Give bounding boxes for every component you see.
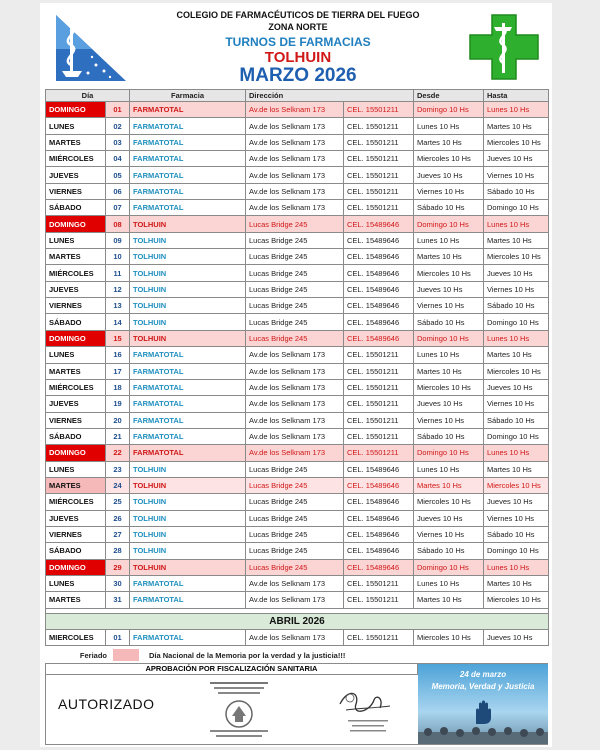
row-address: Av.de los Selknam 173 bbox=[246, 592, 344, 608]
row-phone: CEL. 15501211 bbox=[344, 102, 414, 118]
row-address: Lucas Bridge 245 bbox=[246, 526, 344, 542]
table-header-row bbox=[46, 90, 549, 102]
row-day: MARTES bbox=[46, 477, 106, 493]
table-row bbox=[46, 477, 549, 493]
row-from: Domingo 10 Hs bbox=[414, 445, 484, 461]
row-date: 20 bbox=[106, 412, 130, 428]
row-pharmacy: TOLHUIN bbox=[130, 559, 246, 575]
row-day: MIÉRCOLES bbox=[46, 379, 106, 395]
row-to: Jueves 10 Hs bbox=[484, 151, 549, 167]
row-to: Martes 10 Hs bbox=[484, 461, 549, 477]
table-row bbox=[46, 379, 549, 395]
official-stamp-icon bbox=[204, 678, 274, 742]
row-to: Viernes 10 Hs bbox=[484, 167, 549, 183]
row-phone: CEL. 15501211 bbox=[344, 363, 414, 379]
table-row bbox=[46, 102, 549, 118]
row-from: Miercoles 10 Hs bbox=[414, 151, 484, 167]
row-from: Viernes 10 Hs bbox=[414, 412, 484, 428]
schedule-sheet bbox=[40, 3, 552, 747]
row-from: Martes 10 Hs bbox=[414, 363, 484, 379]
row-from: Domingo 10 Hs bbox=[414, 559, 484, 575]
row-date: 25 bbox=[106, 494, 130, 510]
row-pharmacy: TOLHUIN bbox=[130, 510, 246, 526]
row-pharmacy: TOLHUIN bbox=[130, 298, 246, 314]
row-pharmacy: FARMATOTAL bbox=[130, 629, 246, 645]
row-to: Miercoles 10 Hs bbox=[484, 592, 549, 608]
college-name: COLEGIO DE FARMACÉUTICOS DE TIERRA DEL FUEGO bbox=[176, 10, 420, 20]
pharmacy-cross-icon bbox=[466, 11, 542, 83]
row-pharmacy: FARMATOTAL bbox=[130, 102, 246, 118]
row-phone: CEL. 15489646 bbox=[344, 281, 414, 297]
row-date: 03 bbox=[106, 134, 130, 150]
row-to: Jueves 10 Hs bbox=[484, 494, 549, 510]
row-pharmacy: TOLHUIN bbox=[130, 265, 246, 281]
row-address: Av.de los Selknam 173 bbox=[246, 118, 344, 134]
row-from: Lunes 10 Hs bbox=[414, 232, 484, 248]
row-day: VIERNES bbox=[46, 183, 106, 199]
table-row bbox=[46, 396, 549, 412]
row-to: Sábado 10 Hs bbox=[484, 412, 549, 428]
row-day: MARTES bbox=[46, 363, 106, 379]
row-address: Av.de los Selknam 173 bbox=[246, 151, 344, 167]
row-to: Domingo 10 Hs bbox=[484, 543, 549, 559]
row-to: Domingo 10 Hs bbox=[484, 200, 549, 216]
row-day: LUNES bbox=[46, 347, 106, 363]
row-phone: CEL. 15501211 bbox=[344, 592, 414, 608]
table-row bbox=[46, 151, 549, 167]
row-day: SÁBADO bbox=[46, 428, 106, 444]
row-date: 14 bbox=[106, 314, 130, 330]
table-row bbox=[46, 265, 549, 281]
row-address: Lucas Bridge 245 bbox=[246, 216, 344, 232]
april-section bbox=[46, 608, 549, 645]
row-phone: CEL. 15489646 bbox=[344, 314, 414, 330]
row-to: Lunes 10 Hs bbox=[484, 216, 549, 232]
row-phone: CEL. 15501211 bbox=[344, 118, 414, 134]
row-address: Av.de los Selknam 173 bbox=[246, 396, 344, 412]
row-phone: CEL. 15489646 bbox=[344, 232, 414, 248]
holiday-legend-text: Día Nacional de la Memoria por la verdad y la justicia!!! bbox=[149, 650, 346, 660]
row-pharmacy: TOLHUIN bbox=[130, 526, 246, 542]
header-titles bbox=[140, 9, 456, 86]
row-day: LUNES bbox=[46, 118, 106, 134]
row-address: Av.de los Selknam 173 bbox=[246, 102, 344, 118]
row-day: VIERNES bbox=[46, 526, 106, 542]
row-address: Lucas Bridge 245 bbox=[246, 494, 344, 510]
row-phone: CEL. 15501211 bbox=[344, 167, 414, 183]
row-from: Sábado 10 Hs bbox=[414, 543, 484, 559]
row-address: Av.de los Selknam 173 bbox=[246, 445, 344, 461]
table-row bbox=[46, 249, 549, 265]
row-day: SÁBADO bbox=[46, 543, 106, 559]
row-address: Av.de los Selknam 173 bbox=[246, 412, 344, 428]
row-day: JUEVES bbox=[46, 281, 106, 297]
holiday-legend bbox=[45, 647, 548, 663]
row-pharmacy: FARMATOTAL bbox=[130, 118, 246, 134]
row-to: Jueves 10 Hs bbox=[484, 265, 549, 281]
row-pharmacy: FARMATOTAL bbox=[130, 151, 246, 167]
row-address: Lucas Bridge 245 bbox=[246, 330, 344, 346]
hand-icon bbox=[470, 698, 498, 726]
table-row bbox=[46, 428, 549, 444]
col-to: Hasta bbox=[484, 90, 549, 102]
row-phone: CEL. 15489646 bbox=[344, 461, 414, 477]
row-phone: CEL. 15489646 bbox=[344, 494, 414, 510]
row-date: 09 bbox=[106, 232, 130, 248]
zone-name: ZONA NORTE bbox=[268, 22, 328, 32]
row-day: LUNES bbox=[46, 461, 106, 477]
row-from: Viernes 10 Hs bbox=[414, 526, 484, 542]
row-day: VIERNES bbox=[46, 298, 106, 314]
row-phone: CEL. 15501211 bbox=[344, 575, 414, 591]
row-date: 13 bbox=[106, 298, 130, 314]
row-to: Jueves 10 Hs bbox=[484, 629, 549, 645]
row-from: Lunes 10 Hs bbox=[414, 118, 484, 134]
row-day: VIERNES bbox=[46, 412, 106, 428]
schedule-table bbox=[45, 89, 549, 646]
april-title: ABRIL 2026 bbox=[46, 613, 549, 629]
row-date: 27 bbox=[106, 526, 130, 542]
row-day: LUNES bbox=[46, 232, 106, 248]
row-day: DOMINGO bbox=[46, 559, 106, 575]
row-phone: CEL. 15501211 bbox=[344, 200, 414, 216]
row-day: DOMINGO bbox=[46, 330, 106, 346]
row-pharmacy: FARMATOTAL bbox=[130, 412, 246, 428]
table-row bbox=[46, 412, 549, 428]
row-from: Lunes 10 Hs bbox=[414, 461, 484, 477]
row-day: DOMINGO bbox=[46, 216, 106, 232]
row-pharmacy: TOLHUIN bbox=[130, 461, 246, 477]
row-from: Jueves 10 Hs bbox=[414, 396, 484, 412]
row-to: Miercoles 10 Hs bbox=[484, 134, 549, 150]
row-to: Domingo 10 Hs bbox=[484, 428, 549, 444]
row-date: 24 bbox=[106, 477, 130, 493]
row-pharmacy: FARMATOTAL bbox=[130, 134, 246, 150]
table-row bbox=[46, 510, 549, 526]
row-pharmacy: FARMATOTAL bbox=[130, 167, 246, 183]
row-to: Martes 10 Hs bbox=[484, 575, 549, 591]
col-day: Día bbox=[46, 90, 130, 102]
row-from: Domingo 10 Hs bbox=[414, 330, 484, 346]
table-row bbox=[46, 330, 549, 346]
row-address: Av.de los Selknam 173 bbox=[246, 428, 344, 444]
row-from: Sábado 10 Hs bbox=[414, 314, 484, 330]
row-to: Miercoles 10 Hs bbox=[484, 249, 549, 265]
row-date: 04 bbox=[106, 151, 130, 167]
row-date: 01 bbox=[106, 629, 130, 645]
row-address: Av.de los Selknam 173 bbox=[246, 167, 344, 183]
row-to: Martes 10 Hs bbox=[484, 232, 549, 248]
table-row bbox=[46, 216, 549, 232]
row-date: 26 bbox=[106, 510, 130, 526]
row-pharmacy: FARMATOTAL bbox=[130, 183, 246, 199]
row-pharmacy: FARMATOTAL bbox=[130, 575, 246, 591]
row-day: SÁBADO bbox=[46, 200, 106, 216]
row-day: MIÉRCOLES bbox=[46, 494, 106, 510]
row-address: Lucas Bridge 245 bbox=[246, 314, 344, 330]
row-pharmacy: FARMATOTAL bbox=[130, 200, 246, 216]
row-phone: CEL. 15501211 bbox=[344, 428, 414, 444]
row-address: Lucas Bridge 245 bbox=[246, 265, 344, 281]
row-date: 22 bbox=[106, 445, 130, 461]
row-from: Jueves 10 Hs bbox=[414, 510, 484, 526]
authorized-text: AUTORIZADO bbox=[58, 696, 155, 712]
month-title: MARZO 2026 bbox=[239, 65, 357, 86]
col-from: Desde bbox=[414, 90, 484, 102]
college-logo-icon bbox=[52, 11, 130, 83]
row-phone: CEL. 15501211 bbox=[344, 396, 414, 412]
row-address: Av.de los Selknam 173 bbox=[246, 134, 344, 150]
row-phone: CEL. 15489646 bbox=[344, 298, 414, 314]
row-from: Jueves 10 Hs bbox=[414, 167, 484, 183]
row-pharmacy: FARMATOTAL bbox=[130, 396, 246, 412]
row-from: Martes 10 Hs bbox=[414, 477, 484, 493]
row-from: Viernes 10 Hs bbox=[414, 183, 484, 199]
table-row bbox=[46, 526, 549, 542]
row-phone: CEL. 15489646 bbox=[344, 216, 414, 232]
row-address: Av.de los Selknam 173 bbox=[246, 183, 344, 199]
row-address: Lucas Bridge 245 bbox=[246, 281, 344, 297]
row-address: Lucas Bridge 245 bbox=[246, 510, 344, 526]
row-from: Martes 10 Hs bbox=[414, 249, 484, 265]
signature-icon bbox=[326, 682, 406, 740]
row-phone: CEL. 15489646 bbox=[344, 526, 414, 542]
row-date: 02 bbox=[106, 118, 130, 134]
holiday-legend-label: Feriado bbox=[79, 650, 107, 660]
row-to: Lunes 10 Hs bbox=[484, 330, 549, 346]
table-row bbox=[46, 183, 549, 199]
table-row bbox=[46, 232, 549, 248]
row-to: Viernes 10 Hs bbox=[484, 396, 549, 412]
row-from: Viernes 10 Hs bbox=[414, 298, 484, 314]
table-row bbox=[46, 461, 549, 477]
row-date: 28 bbox=[106, 543, 130, 559]
row-date: 19 bbox=[106, 396, 130, 412]
row-to: Jueves 10 Hs bbox=[484, 379, 549, 395]
row-to: Sábado 10 Hs bbox=[484, 183, 549, 199]
row-pharmacy: FARMATOTAL bbox=[130, 592, 246, 608]
row-address: Av.de los Selknam 173 bbox=[246, 379, 344, 395]
table-row bbox=[46, 494, 549, 510]
col-pharmacy: Farmacia bbox=[130, 90, 246, 102]
row-pharmacy: TOLHUIN bbox=[130, 330, 246, 346]
row-address: Lucas Bridge 245 bbox=[246, 298, 344, 314]
row-from: Domingo 10 Hs bbox=[414, 216, 484, 232]
row-address: Av.de los Selknam 173 bbox=[246, 347, 344, 363]
row-phone: CEL. 15501211 bbox=[344, 134, 414, 150]
row-phone: CEL. 15489646 bbox=[344, 330, 414, 346]
row-address: Lucas Bridge 245 bbox=[246, 461, 344, 477]
row-date: 15 bbox=[106, 330, 130, 346]
row-to: Viernes 10 Hs bbox=[484, 281, 549, 297]
row-address: Lucas Bridge 245 bbox=[246, 559, 344, 575]
memoria-banner bbox=[418, 664, 548, 744]
table-row bbox=[46, 118, 549, 134]
row-date: 11 bbox=[106, 265, 130, 281]
row-day: MARTES bbox=[46, 592, 106, 608]
table-row bbox=[46, 314, 549, 330]
row-pharmacy: TOLHUIN bbox=[130, 494, 246, 510]
row-date: 31 bbox=[106, 592, 130, 608]
row-to: Miercoles 10 Hs bbox=[484, 363, 549, 379]
row-day: MIÉRCOLES bbox=[46, 151, 106, 167]
row-to: Sábado 10 Hs bbox=[484, 526, 549, 542]
row-from: Miercoles 10 Hs bbox=[414, 265, 484, 281]
row-phone: CEL. 15501211 bbox=[344, 379, 414, 395]
row-date: 18 bbox=[106, 379, 130, 395]
row-address: Lucas Bridge 245 bbox=[246, 249, 344, 265]
row-to: Viernes 10 Hs bbox=[484, 510, 549, 526]
row-date: 17 bbox=[106, 363, 130, 379]
row-day: MIÉRCOLES bbox=[46, 265, 106, 281]
row-date: 07 bbox=[106, 200, 130, 216]
row-pharmacy: TOLHUIN bbox=[130, 232, 246, 248]
row-date: 21 bbox=[106, 428, 130, 444]
row-to: Lunes 10 Hs bbox=[484, 102, 549, 118]
row-address: Lucas Bridge 245 bbox=[246, 543, 344, 559]
row-phone: CEL. 15489646 bbox=[344, 249, 414, 265]
doc-subtitle: TURNOS DE FARMACIAS bbox=[225, 35, 371, 49]
april-header-row bbox=[46, 613, 549, 629]
row-phone: CEL. 15501211 bbox=[344, 183, 414, 199]
approval-box bbox=[45, 663, 548, 745]
row-pharmacy: TOLHUIN bbox=[130, 281, 246, 297]
table-row bbox=[46, 363, 549, 379]
row-address: Lucas Bridge 245 bbox=[246, 477, 344, 493]
col-address: Dirección bbox=[246, 90, 414, 102]
row-date: 01 bbox=[106, 102, 130, 118]
row-address: Av.de los Selknam 173 bbox=[246, 629, 344, 645]
row-phone: CEL. 15501211 bbox=[344, 347, 414, 363]
row-from: Sábado 10 Hs bbox=[414, 428, 484, 444]
table-row bbox=[46, 559, 549, 575]
row-day: DOMINGO bbox=[46, 102, 106, 118]
row-to: Martes 10 Hs bbox=[484, 118, 549, 134]
row-from: Domingo 10 Hs bbox=[414, 102, 484, 118]
memoria-date: 24 de marzo bbox=[459, 670, 507, 679]
table-row bbox=[46, 167, 549, 183]
row-date: 05 bbox=[106, 167, 130, 183]
row-phone: CEL. 15501211 bbox=[344, 412, 414, 428]
row-date: 30 bbox=[106, 575, 130, 591]
row-address: Av.de los Selknam 173 bbox=[246, 363, 344, 379]
row-pharmacy: FARMATOTAL bbox=[130, 379, 246, 395]
row-from: Lunes 10 Hs bbox=[414, 347, 484, 363]
row-day: JUEVES bbox=[46, 510, 106, 526]
row-phone: CEL. 15501211 bbox=[344, 151, 414, 167]
row-pharmacy: TOLHUIN bbox=[130, 216, 246, 232]
table-row bbox=[46, 281, 549, 297]
table-row bbox=[46, 543, 549, 559]
town-name: TOLHUIN bbox=[264, 49, 332, 66]
row-from: Miercoles 10 Hs bbox=[414, 379, 484, 395]
row-phone: CEL. 15501211 bbox=[344, 445, 414, 461]
row-from: Jueves 10 Hs bbox=[414, 281, 484, 297]
row-to: Sábado 10 Hs bbox=[484, 298, 549, 314]
row-pharmacy: FARMATOTAL bbox=[130, 428, 246, 444]
row-to: Lunes 10 Hs bbox=[484, 445, 549, 461]
header bbox=[40, 3, 552, 89]
row-phone: CEL. 15501211 bbox=[344, 629, 414, 645]
row-pharmacy: FARMATOTAL bbox=[130, 445, 246, 461]
table-row bbox=[46, 629, 549, 645]
table-row bbox=[46, 200, 549, 216]
row-from: Martes 10 Hs bbox=[414, 592, 484, 608]
row-date: 16 bbox=[106, 347, 130, 363]
crowd-icon bbox=[418, 724, 548, 744]
row-from: Miercoles 10 Hs bbox=[414, 629, 484, 645]
row-address: Av.de los Selknam 173 bbox=[246, 575, 344, 591]
table-row bbox=[46, 298, 549, 314]
row-day: MIERCOLES bbox=[46, 629, 106, 645]
table-row bbox=[46, 592, 549, 608]
memoria-title: Memoria, Verdad y Justicia bbox=[431, 682, 535, 691]
table-row bbox=[46, 347, 549, 363]
row-from: Sábado 10 Hs bbox=[414, 200, 484, 216]
row-date: 06 bbox=[106, 183, 130, 199]
row-pharmacy: TOLHUIN bbox=[130, 314, 246, 330]
row-to: Miercoles 10 Hs bbox=[484, 477, 549, 493]
row-from: Lunes 10 Hs bbox=[414, 575, 484, 591]
table-row bbox=[46, 134, 549, 150]
row-day: DOMINGO bbox=[46, 445, 106, 461]
row-address: Lucas Bridge 245 bbox=[246, 232, 344, 248]
row-day: LUNES bbox=[46, 575, 106, 591]
table-row bbox=[46, 575, 549, 591]
row-from: Miercoles 10 Hs bbox=[414, 494, 484, 510]
row-day: JUEVES bbox=[46, 396, 106, 412]
row-pharmacy: FARMATOTAL bbox=[130, 347, 246, 363]
row-date: 29 bbox=[106, 559, 130, 575]
table-row bbox=[46, 445, 549, 461]
row-phone: CEL. 15489646 bbox=[344, 477, 414, 493]
row-day: JUEVES bbox=[46, 167, 106, 183]
row-phone: CEL. 15489646 bbox=[344, 265, 414, 281]
row-from: Martes 10 Hs bbox=[414, 134, 484, 150]
row-day: MARTES bbox=[46, 134, 106, 150]
schedule-rows bbox=[46, 102, 549, 609]
row-phone: CEL. 15489646 bbox=[344, 543, 414, 559]
row-date: 12 bbox=[106, 281, 130, 297]
row-date: 10 bbox=[106, 249, 130, 265]
row-to: Lunes 10 Hs bbox=[484, 559, 549, 575]
row-phone: CEL. 15489646 bbox=[344, 559, 414, 575]
row-pharmacy: TOLHUIN bbox=[130, 477, 246, 493]
row-date: 08 bbox=[106, 216, 130, 232]
row-address: Av.de los Selknam 173 bbox=[246, 200, 344, 216]
holiday-swatch bbox=[113, 649, 139, 661]
approval-title: APROBACIÓN POR FISCALIZACIÓN SANITARIA bbox=[46, 664, 418, 675]
row-day: SÁBADO bbox=[46, 314, 106, 330]
row-day: MARTES bbox=[46, 249, 106, 265]
row-to: Martes 10 Hs bbox=[484, 347, 549, 363]
row-to: Domingo 10 Hs bbox=[484, 314, 549, 330]
row-pharmacy: TOLHUIN bbox=[130, 249, 246, 265]
row-date: 23 bbox=[106, 461, 130, 477]
row-pharmacy: FARMATOTAL bbox=[130, 363, 246, 379]
row-pharmacy: TOLHUIN bbox=[130, 543, 246, 559]
row-phone: CEL. 15489646 bbox=[344, 510, 414, 526]
